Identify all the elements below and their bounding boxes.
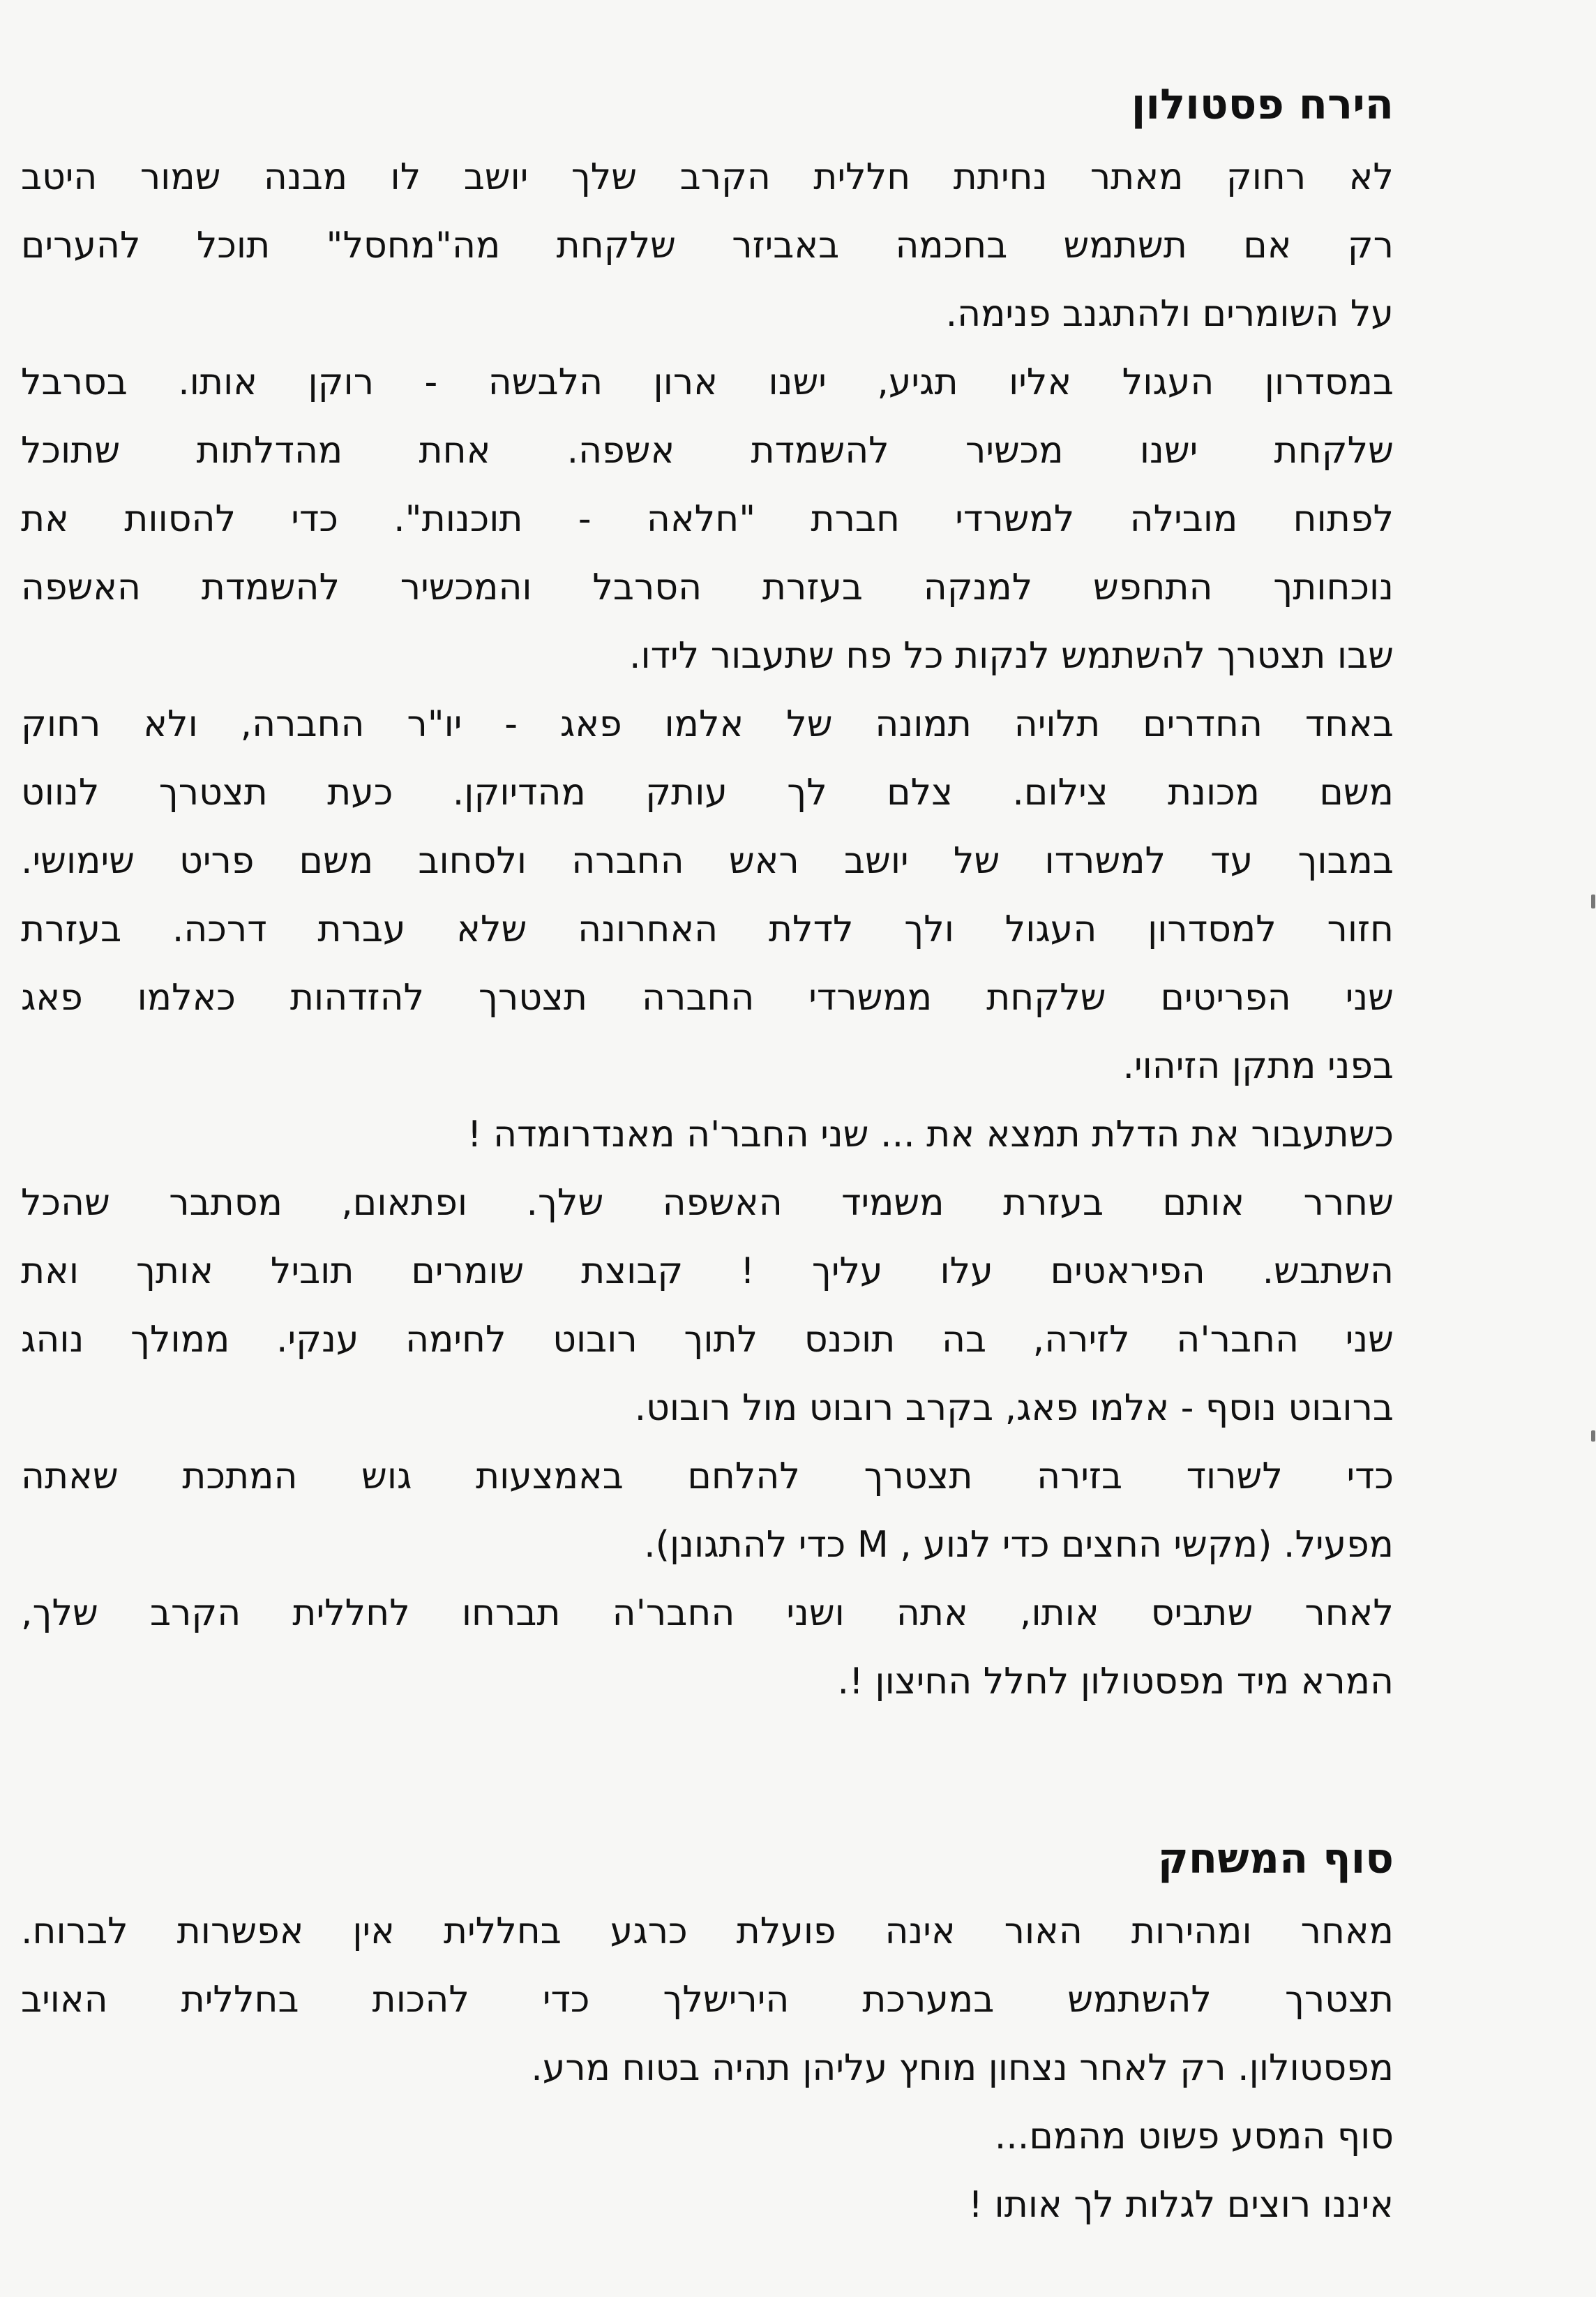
text-line: בפני מתקן הזיהוי.: [1122, 1045, 1394, 1087]
text-line: מפסטולון. רק לאחר נצחון מוחץ עליהן תהיה בטוח מרע.: [531, 2047, 1394, 2089]
section-gap: [21, 1716, 1394, 1820]
text-line: באחד החדרים תלויה תמונה של אלמו פאג - יו"ר החברה, ולא רחוק: [21, 703, 1394, 745]
text-line: סוף המסע פשוט מהמם...: [994, 2116, 1394, 2157]
scan-edge-mark: [1591, 1430, 1595, 1442]
text-line: שבו תצטרך להשתמש לנקות כל פח שתעבור לידו.: [628, 635, 1394, 677]
text-line: השתבש. הפיראטים עלו עליך ! קבוצת שומרים תוביל אותך ואת: [21, 1250, 1394, 1292]
text-line: איננו רוצים לגלות לך אותו !: [968, 2184, 1394, 2226]
text-line: שני החבר'ה לזירה, בה תוכנס לתוך רובוט לחימה ענקי. ממולך נוהג: [21, 1319, 1394, 1361]
text-line: חזור למסדרון העגול ולך לדלת האחרונה שלא עברת דרכה. בעזרת: [21, 908, 1394, 950]
text-line: ברובוט נוסף - אלמו פאג, בקרב רובוט מול רובוט.: [634, 1387, 1394, 1429]
text-line: לא רחוק מאתר נחיתת חללית הקרב שלך יושב לו מבנה שמור היטב: [21, 156, 1394, 198]
scan-edge-mark: [1591, 895, 1595, 908]
text-line: מאחר ומהירות האור אינה פועלת כרגע בחללית אין אפשרות לברוח.: [21, 1910, 1394, 1952]
document-page: [21, 66, 1394, 2239]
text-line: כשתעבור את הדלת תמצא את ... שני החבר'ה מאנדרומדה !: [467, 1114, 1394, 1155]
text-line: שני הפריטים שלקחת ממשרדי החברה תצטרך להזדהות כאלמו פאג: [21, 977, 1394, 1019]
text-line: רק אם תשתמש בחכמה באביזר שלקחת מה"מחסל" תוכל להערים: [21, 225, 1394, 267]
text-line: שלקחת ישנו מכשיר להשמדת אשפה. אחת מהדלתות שתוכל: [21, 430, 1394, 472]
text-line: על השומרים ולהתגנב פנימה.: [945, 293, 1394, 335]
text-line: במסדרון העגול אליו תגיע, ישנו ארון הלבשה - רוקן אותו. בסרבל: [21, 361, 1394, 403]
text-line: מפעיל. (מקשי החצים כדי לנוע , M כדי להתגונן).: [644, 1524, 1394, 1566]
section-body: [21, 1897, 1394, 2239]
section-title: סוף המשחק: [1157, 1834, 1394, 1883]
text-line: תצטרך להשתמש במערכת הירישלך כדי להכות בחללית האויב: [21, 1979, 1394, 2021]
text-line: משם מכונת צילום. צלם לך עותק מהדיוקן. כעת תצטרך לנווט: [21, 772, 1394, 814]
section-body: [21, 143, 1394, 1716]
section-pastulon: [21, 66, 1394, 1716]
text-line: לאחר שתביס אותו, אתה ושני החבר'ה תברחו לחללית הקרב שלך,: [21, 1592, 1394, 1634]
text-line: כדי לשרוד בזירה תצטרך להלחם באמצעות גוש המתכת שאתה: [21, 1456, 1394, 1497]
text-line: נוכחותך התחפש למנקה בעזרת הסרבל והמכשיר להשמדת האשפה: [21, 567, 1394, 608]
text-line: לפתוח מובילה למשרדי חברת "חלאה - תוכנות". כדי להסוות את: [21, 498, 1394, 540]
text-line: שחרר אותם בעזרת משמיד האשפה שלך. ופתאום, מסתבר שהכל: [21, 1182, 1394, 1224]
section-end-of-game: [21, 1820, 1394, 2239]
text-line: המרא מיד מפסטולון לחלל החיצון !.: [837, 1661, 1394, 1703]
text-line: במבוך עד למשרדו של יושב ראש החברה ולסחוב משם פריט שימושי.: [21, 840, 1394, 882]
section-title: הירח פסטולון: [1131, 80, 1394, 129]
